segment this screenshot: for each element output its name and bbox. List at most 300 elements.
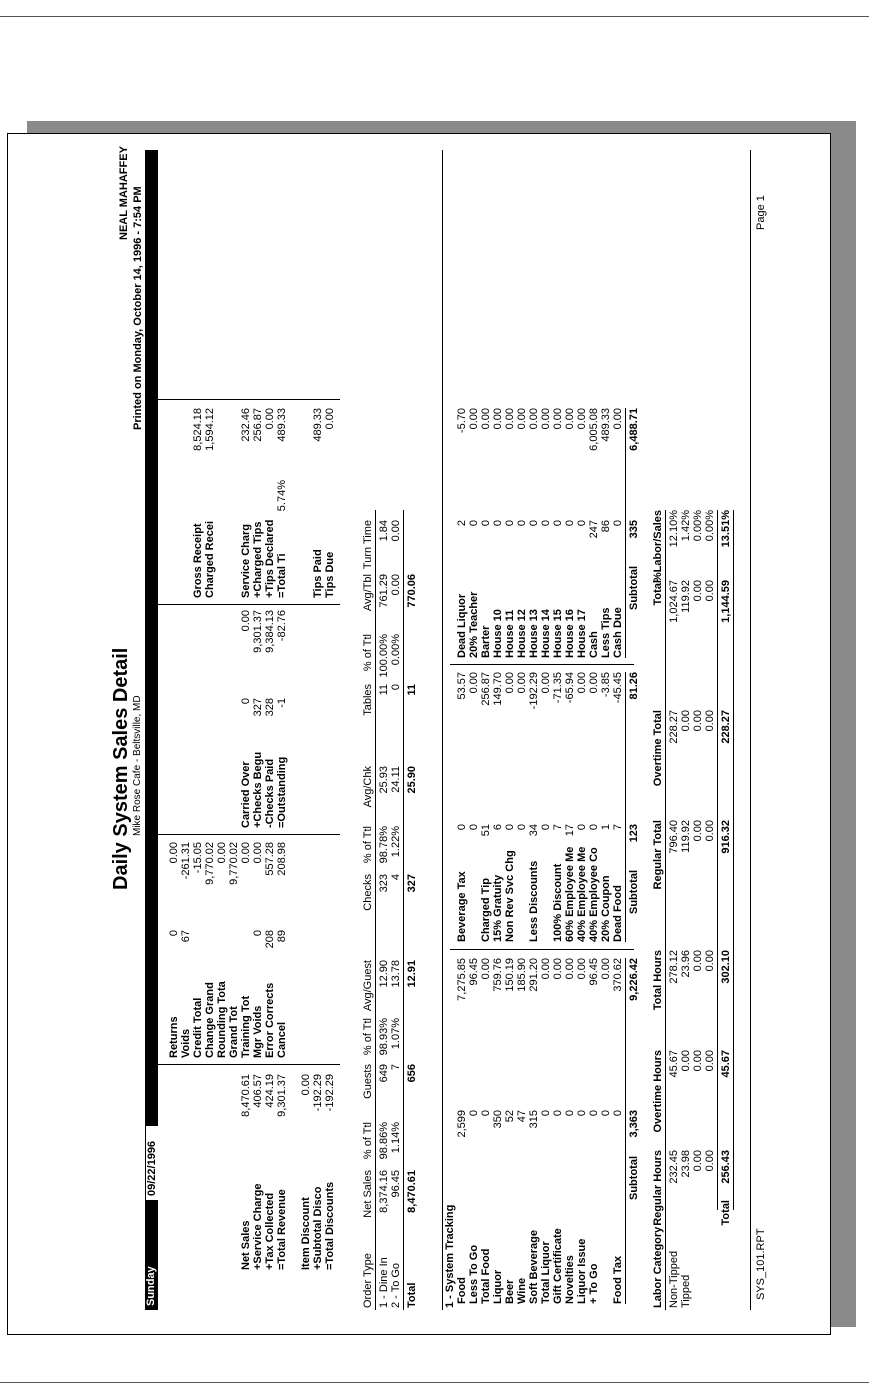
- tracking-value: 6,005.08: [588, 408, 600, 451]
- tracking-label: Food: [456, 1277, 468, 1304]
- labor-cell: 228.27: [668, 710, 680, 744]
- tracking-value: 0.00: [480, 408, 492, 430]
- tracking-value: 0.00: [480, 958, 492, 980]
- checks-count: 327: [252, 698, 264, 717]
- tracking-count: 52: [504, 1110, 516, 1123]
- labor-cell: 0.00: [692, 950, 704, 972]
- tracking-value: 0.00: [516, 672, 528, 694]
- tracking-label: Cash: [588, 631, 600, 658]
- tracking-label: 20% Teacher: [468, 591, 480, 658]
- divider: [450, 949, 634, 950]
- order-total: 8,470.61: [406, 1170, 418, 1213]
- tracking-count: 0: [588, 824, 600, 831]
- voids-value: 557.28: [264, 842, 276, 876]
- voids-value: 0.00: [252, 842, 264, 864]
- tracking-count: 0: [540, 1110, 552, 1117]
- tracking-label: House 14: [540, 609, 552, 658]
- receipts-label: Tips Paid: [312, 549, 324, 598]
- order-cell: 24.11: [390, 766, 402, 793]
- labor-header: Total Hours: [652, 950, 664, 1011]
- tracking-value: 489.33: [600, 408, 612, 442]
- tracking-count: 0: [564, 520, 576, 527]
- tracking-subtotal-label: Subtotal: [628, 1156, 640, 1200]
- tracking-value: -192.29: [528, 672, 540, 710]
- order-cell: 98.86%: [378, 1122, 390, 1160]
- receipts-label: Gross Receipt: [192, 523, 204, 598]
- rotated-report: [90, 130, 810, 1310]
- order-header: Net Sales: [362, 1170, 374, 1218]
- labor-total: 228.27: [720, 710, 732, 744]
- order-cell: 323: [378, 874, 390, 893]
- labor-cell: 232.45: [668, 1150, 680, 1184]
- voids-label: Change Grand: [204, 982, 216, 1058]
- voids-value: 208.98: [276, 842, 288, 876]
- voids-label: Error Corrects: [264, 982, 276, 1058]
- order-header: % of Ttl: [362, 1122, 374, 1160]
- order-cell: 649: [378, 1064, 390, 1083]
- receipts-value: 232.46: [240, 408, 252, 442]
- checks-label: Carried Over: [240, 761, 252, 828]
- receipts-value: 8,524.18: [192, 408, 204, 451]
- order-total: 12.91: [406, 960, 418, 988]
- voids-label: Training Tot: [240, 995, 252, 1058]
- tracking-value: 0.00: [516, 408, 528, 430]
- tracking-label: Less Tips: [600, 607, 612, 658]
- labor-cell: 0.00: [680, 710, 692, 732]
- labor-cell: Non-Tipped: [668, 1250, 680, 1308]
- checks-count: -1: [276, 698, 288, 708]
- rule: [665, 510, 666, 1310]
- rule: [733, 510, 734, 1210]
- order-cell: 25.93: [378, 766, 390, 794]
- revenue-label: Net Sales: [240, 1220, 252, 1270]
- order-cell: 96.45: [390, 1170, 402, 1198]
- tracking-count: 7: [612, 824, 624, 831]
- divider: [442, 150, 443, 1310]
- order-cell: 0.00%: [390, 634, 402, 666]
- revenue-label: =Total Discounts: [324, 1181, 336, 1270]
- tracking-value: 53.57: [456, 672, 468, 700]
- tracking-label: Non Rev Svc Chg: [504, 850, 516, 942]
- checks-label: -Checks Paid: [264, 758, 276, 828]
- tracking-label: Liquor Issue: [576, 1238, 588, 1304]
- rule: [717, 510, 718, 1210]
- order-cell: 2 - To Go: [390, 1262, 402, 1308]
- order-cell: 13.78: [390, 960, 402, 988]
- tracking-count: 6: [492, 824, 504, 831]
- receipts-pct: 5.74%: [276, 480, 288, 512]
- labor-cell: 119.92: [680, 580, 692, 613]
- tracking-value: 96.45: [588, 958, 600, 986]
- tracking-label: 100% Discount: [552, 863, 564, 942]
- order-header: Guests: [362, 1064, 374, 1099]
- labor-cell: 12.10%: [668, 510, 680, 548]
- tracking-label: 40% Employee Co: [588, 847, 600, 942]
- divider: [450, 664, 634, 665]
- tracking-count: 1: [600, 824, 612, 831]
- divider: [158, 834, 340, 835]
- revenue-label: =Total Revenue: [276, 1189, 288, 1270]
- labor-cell: 0.00: [692, 710, 704, 732]
- receipts-value: 256.87: [252, 408, 264, 442]
- labor-cell: 23.96: [680, 950, 692, 978]
- tracking-label: Total Liquor: [540, 1241, 552, 1304]
- tracking-label: Wine: [516, 1277, 528, 1304]
- order-total: 327: [406, 874, 418, 893]
- tracking-count: 0: [564, 1110, 576, 1117]
- tracking-count: 0: [588, 1110, 600, 1117]
- tracking-count: 0: [468, 1110, 480, 1117]
- tracking-value: 0.00: [540, 672, 552, 694]
- tracking-value: 0.00: [600, 958, 612, 980]
- report-title: Daily System Sales Detail: [110, 647, 132, 890]
- tracking-value: 0.00: [504, 672, 516, 694]
- tracking-label: Charged Tip: [480, 878, 492, 942]
- tracking-count: 315: [528, 1110, 540, 1129]
- voids-value: 0.00: [240, 842, 252, 864]
- tracking-value: 0.00: [468, 672, 480, 694]
- revenue-label: +Service Charge: [252, 1183, 264, 1270]
- order-cell: 1 - Dine In: [378, 1257, 390, 1308]
- tracking-count: 0: [600, 1110, 612, 1117]
- tracking-value: 0.00: [540, 408, 552, 430]
- tracking-label: Dead Liquor: [456, 593, 468, 658]
- order-header: % of Ttl: [362, 634, 374, 672]
- labor-cell: 0.00: [692, 820, 704, 842]
- voids-count: 0: [168, 930, 180, 937]
- voids-count: 208: [264, 930, 276, 949]
- tracking-count: 0: [576, 1110, 588, 1117]
- receipts-value: 1,594.12: [204, 408, 216, 451]
- tracking-label: Gift Certificate: [552, 1228, 564, 1304]
- tracking-count: 86: [600, 520, 612, 533]
- tracking-value: -65.94: [564, 672, 576, 704]
- order-total: 770.06: [406, 574, 418, 608]
- revenue-value: 424.19: [264, 1074, 276, 1108]
- tracking-label: Food Tax: [612, 1255, 624, 1304]
- tracking-count: 0: [540, 520, 552, 527]
- tracking-value: 0.00: [588, 672, 600, 694]
- tracking-label: 20% Coupon: [600, 875, 612, 942]
- labor-cell: 0.00: [704, 1050, 716, 1072]
- labor-header: Labor Category: [652, 1226, 664, 1308]
- tracking-label: House 17: [576, 609, 588, 658]
- report-subtitle: Mike Rose Cafe - Beltsville, MD: [132, 695, 143, 836]
- voids-value: -15.05: [192, 842, 204, 874]
- divider: [158, 1064, 340, 1065]
- tracking-count: 0: [612, 520, 624, 527]
- tracking-value: 0.00: [552, 408, 564, 430]
- tracking-label: Cash Due: [612, 607, 624, 658]
- tracking-value: -45.45: [612, 672, 624, 704]
- tracking-value: 370.62: [612, 958, 624, 992]
- tracking-count: 0: [480, 1110, 492, 1117]
- rule: [375, 510, 376, 1310]
- order-cell: 761.29: [378, 574, 390, 608]
- labor-total: 256.43: [720, 1150, 732, 1184]
- tracking-value: 0.00: [528, 408, 540, 430]
- checks-value: 9,301.37: [252, 610, 264, 653]
- tracking-subtotal-count: 123: [628, 824, 640, 843]
- tracking-count: 0: [552, 1110, 564, 1117]
- labor-cell: Tipped: [680, 1274, 692, 1308]
- tracking-count: 34: [528, 824, 540, 837]
- tracking-count: 0: [516, 520, 528, 527]
- labor-cell: 0.00: [680, 1050, 692, 1072]
- receipts-label: =Total Ti: [276, 553, 288, 598]
- labor-cell: 0.00%: [692, 510, 704, 542]
- receipts-value: 489.33: [312, 408, 324, 442]
- tracking-title: 1 - System Tracking: [444, 1204, 456, 1308]
- tracking-value: 150.19: [504, 958, 516, 992]
- checks-count: 0: [240, 698, 252, 705]
- order-cell: 98.78%: [378, 826, 390, 864]
- date-label: 09/22/1996: [146, 1126, 158, 1200]
- tracking-count: 2,599: [456, 1110, 468, 1138]
- labor-cell: 796.40: [668, 820, 680, 854]
- receipts-label: Tips Due: [324, 551, 336, 598]
- voids-value: 0.00: [168, 842, 180, 864]
- rule: [625, 958, 626, 1304]
- tracking-count: 0: [480, 520, 492, 527]
- tracking-value: 96.45: [468, 958, 480, 986]
- tracking-label: Less Discounts: [528, 860, 540, 942]
- receipts-label: Service Charg: [240, 524, 252, 598]
- checks-value: 9,384.13: [264, 610, 276, 653]
- labor-cell: 0.00: [704, 580, 716, 602]
- checks-count: 328: [264, 698, 276, 717]
- tracking-label: House 15: [552, 609, 564, 658]
- checks-value: -82.76: [276, 610, 288, 642]
- tracking-value: 0.00: [504, 408, 516, 430]
- tracking-count: 0: [504, 824, 516, 831]
- voids-label: Returns: [168, 1016, 180, 1058]
- tracking-count: 0: [612, 1110, 624, 1117]
- voids-label: Grand Tot: [228, 1006, 240, 1058]
- day-label: Sunday: [145, 1266, 157, 1306]
- voids-label: Voids: [180, 1028, 192, 1058]
- order-total: 656: [406, 1064, 418, 1083]
- tracking-value: 0.00: [564, 958, 576, 980]
- labor-total: 13.51%: [720, 510, 732, 548]
- order-header: Turn Time: [362, 520, 374, 570]
- order-cell: 12.90: [378, 960, 390, 988]
- voids-count: 67: [180, 930, 192, 943]
- tracking-value: -71.35: [552, 672, 564, 704]
- labor-cell: 1,024.67: [668, 580, 680, 623]
- labor-cell: 0.00%: [704, 510, 716, 542]
- tracking-count: 0: [576, 520, 588, 527]
- labor-total: 45.67: [720, 1050, 732, 1078]
- voids-value: 9,770.02: [228, 842, 240, 885]
- receipts-label: +Charged Tips: [252, 521, 264, 598]
- tracking-count: 0: [468, 824, 480, 831]
- tracking-value: 0.00: [468, 408, 480, 430]
- labor-header: Overtime Hours: [652, 1050, 664, 1133]
- tracking-label: Liquor: [492, 1269, 504, 1304]
- order-header: Order Type: [362, 1253, 374, 1308]
- tracking-value: 256.87: [480, 672, 492, 706]
- rule: [625, 408, 626, 658]
- tracking-subtotal-value: 81.26: [628, 672, 640, 700]
- revenue-label: +Subtotal Disco: [312, 1186, 324, 1270]
- order-header: Tables: [362, 684, 374, 716]
- order-cell: 7: [390, 1064, 402, 1071]
- tracking-label: Barter: [480, 625, 492, 658]
- tracking-value: 0.00: [492, 408, 504, 430]
- labor-header: Regular Hours: [652, 1150, 664, 1226]
- divider: [158, 399, 340, 400]
- tracking-count: 17: [564, 824, 576, 837]
- tracking-subtotal-label: Subtotal: [628, 870, 640, 914]
- voids-count: 89: [276, 930, 288, 943]
- labor-cell: 0.00: [692, 1150, 704, 1172]
- tracking-count: 51: [480, 824, 492, 837]
- revenue-label: +Tax Collected: [264, 1192, 276, 1270]
- divider: [158, 604, 340, 605]
- tracking-label: Less To Go: [468, 1244, 480, 1304]
- tracking-label: House 11: [504, 609, 516, 658]
- labor-cell: 0.00: [692, 580, 704, 602]
- receipts-value: 489.33: [276, 408, 288, 442]
- order-cell: 100.00%: [378, 634, 390, 678]
- revenue-value: 9,301.37: [276, 1074, 288, 1117]
- order-header: Checks: [362, 874, 374, 911]
- labor-cell: 0.00: [704, 1150, 716, 1172]
- order-cell: 0: [390, 684, 402, 691]
- tracking-value: 759.76: [492, 958, 504, 992]
- tracking-subtotal-count: 335: [628, 520, 640, 539]
- tracking-count: 0: [468, 520, 480, 527]
- tracking-value: 0.00: [564, 408, 576, 430]
- tracking-count: 0: [528, 520, 540, 527]
- tracking-value: 291.20: [528, 958, 540, 992]
- tracking-count: 0: [516, 824, 528, 831]
- tracking-count: 0: [492, 520, 504, 527]
- tracking-count: 47: [516, 1110, 528, 1123]
- footer-file: SYS_101.RPT: [755, 1228, 767, 1300]
- labor-total: Total: [720, 1200, 732, 1226]
- labor-cell: 0.00: [704, 820, 716, 842]
- printed-date: Printed on Monday, October 14, 1996 - 7:54 PM: [132, 186, 144, 430]
- tracking-label: 40% Employee Me: [576, 846, 588, 942]
- order-cell: 0.00: [390, 520, 402, 542]
- tracking-subtotal-value: 6,488.71: [628, 408, 640, 451]
- order-cell: 11: [378, 684, 390, 696]
- tracking-value: 0.00: [552, 958, 564, 980]
- order-header: Avg/Tbl: [362, 574, 374, 612]
- order-total: 25.90: [406, 766, 418, 794]
- tracking-label: House 12: [516, 609, 528, 658]
- labor-total: 916.32: [720, 820, 732, 854]
- order-cell: 1.07%: [390, 1018, 402, 1050]
- bottom-rule: [0, 1382, 869, 1383]
- tracking-count: 0: [456, 824, 468, 831]
- tracking-count: 247: [588, 520, 600, 539]
- labor-cell: 23.98: [680, 1150, 692, 1178]
- tracking-value: 185.90: [516, 958, 528, 992]
- labor-header: Total: [652, 580, 664, 606]
- order-cell: 98.93%: [378, 1018, 390, 1056]
- tracking-label: House 10: [492, 609, 504, 658]
- voids-count: 0: [252, 930, 264, 937]
- tracking-label: House 16: [564, 609, 576, 658]
- checks-label: =Outstanding: [276, 756, 288, 828]
- checks-value: 0.00: [240, 610, 252, 632]
- voids-label: Cancel: [276, 1021, 288, 1058]
- tracking-subtotal-label: Subtotal: [628, 566, 640, 610]
- revenue-label: Item Discount: [300, 1197, 312, 1270]
- labor-cell: 0.00: [704, 950, 716, 972]
- receipts-value: 0.00: [324, 408, 336, 430]
- footer-rule: [750, 150, 751, 1310]
- tracking-subtotal-value: 9,226.42: [628, 958, 640, 1001]
- tracking-value: 0.00: [576, 408, 588, 430]
- order-total: 11: [406, 684, 418, 696]
- tracking-value: 0.00: [612, 408, 624, 430]
- tracking-value: -5.70: [456, 408, 468, 434]
- receipts-value: 0.00: [264, 408, 276, 430]
- labor-cell: 45.67: [668, 1050, 680, 1078]
- receipts-label: Charged Recei: [204, 520, 216, 598]
- labor-cell: 1.42%: [680, 510, 692, 542]
- revenue-value: -192.29: [312, 1074, 324, 1112]
- tracking-label: House 13: [528, 609, 540, 658]
- voids-label: Mgr Voids: [252, 1005, 264, 1058]
- order-header: Avg/Guest: [362, 960, 374, 1012]
- labor-cell: 0.00: [704, 710, 716, 732]
- order-cell: 1.84: [378, 520, 390, 542]
- order-total: Total: [406, 1282, 418, 1308]
- labor-header: Overtime Total: [652, 710, 664, 787]
- tracking-value: -3.85: [600, 672, 612, 698]
- tracking-count: 0: [576, 824, 588, 831]
- tracking-count: 7: [552, 824, 564, 831]
- voids-value: 9,770.02: [204, 842, 216, 885]
- revenue-value: 8,470.61: [240, 1074, 252, 1117]
- tracking-label: 60% Employee Me: [564, 846, 576, 942]
- order-header: Avg/Chk: [362, 766, 374, 808]
- tracking-label: Novelties: [564, 1255, 576, 1304]
- tracking-label: Beverage Tax: [456, 871, 468, 942]
- tracking-count: 350: [492, 1110, 504, 1129]
- order-cell: 8,374.16: [378, 1170, 390, 1213]
- labor-header: Regular Total: [652, 820, 664, 890]
- tracking-value: 0.00: [576, 958, 588, 980]
- footer-page: Page 1: [755, 195, 767, 230]
- revenue-value: 406.57: [252, 1074, 264, 1108]
- order-header: % of Ttl: [362, 1018, 374, 1056]
- tracking-value: 7,275.85: [456, 958, 468, 1001]
- tracking-label: Soft Beverage: [528, 1230, 540, 1304]
- order-cell: 0.00: [390, 574, 402, 596]
- tracking-label: Total Food: [480, 1248, 492, 1304]
- tracking-value: 0.00: [540, 958, 552, 980]
- tracking-count: 0: [540, 824, 552, 831]
- order-cell: 4: [390, 874, 402, 881]
- order-cell: 1.22%: [390, 826, 402, 858]
- order-cell: 1.14%: [390, 1122, 402, 1154]
- labor-cell: 119.92: [680, 820, 692, 853]
- tracking-count: 0: [552, 520, 564, 527]
- labor-cell: 0.00: [692, 1050, 704, 1072]
- voids-label: Rounding Tota: [216, 981, 228, 1058]
- rule: [403, 510, 404, 1310]
- report-user: NEAL MAHAFFEY: [118, 146, 130, 240]
- revenue-value: -192.29: [324, 1074, 336, 1112]
- labor-total: 302.10: [720, 950, 732, 984]
- tracking-value: 149.70: [492, 672, 504, 706]
